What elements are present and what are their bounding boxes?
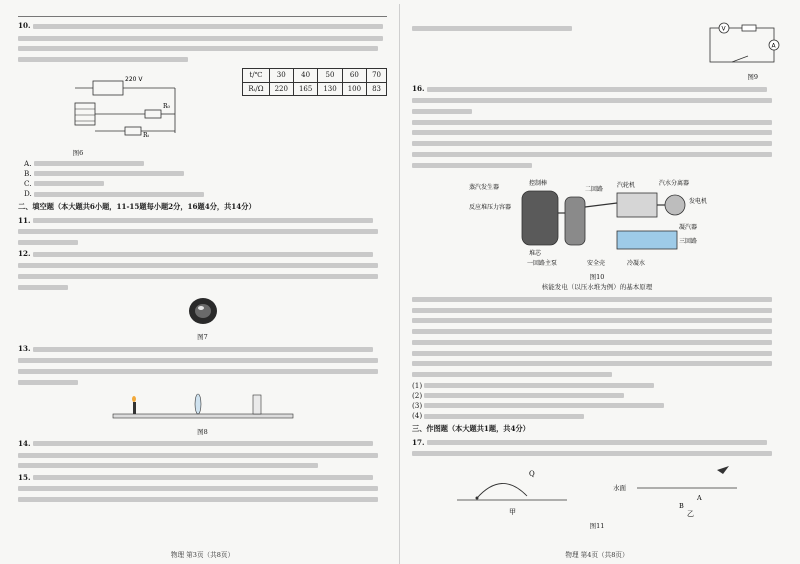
label-yi: 乙 [687,509,694,518]
table-cell: 30 [269,69,293,82]
figure-8-caption: 图8 [197,427,208,436]
figure-9-caption: 图9 [747,73,758,81]
table-cell: 60 [342,69,366,82]
label-water-surface: 水面 [613,483,626,492]
option-b: B. [24,169,387,179]
optical-bench-figure [103,390,303,424]
question-15-continued [412,20,782,70]
table-header-resistance: Rₜ/Ω [243,82,269,95]
question-number: 10. [18,21,31,31]
r0-label: R₀ [163,103,171,111]
label-b: B [679,501,684,510]
voltage-label: 220 V [125,76,143,84]
label-control-rod: 控制棒 [529,179,548,187]
figure-6-caption: 图6 [72,149,84,158]
option-c: C. [24,179,387,189]
label-secondary-loop: 二回路 [585,185,604,193]
label-turbine: 汽轮机 [617,181,636,189]
question-10 [18,20,387,64]
sub-question-1: (1) [412,381,782,391]
label-a: A [697,493,702,502]
question-11 [18,216,387,248]
figure-11 [447,462,747,518]
question-number: 14. [18,438,31,448]
label-reactor-vessel: 反应堆压力容器 [469,203,512,211]
svg-text:A: A [771,42,776,50]
right-page [400,4,794,564]
table-cell: 50 [318,69,342,82]
option-d: D. [24,189,387,199]
question-number: 13. [18,344,31,354]
table-header-temp: t/℃ [243,69,269,82]
circuit-figure-9 [702,20,782,70]
page-header [18,6,387,17]
table-row [243,82,387,95]
table-row [243,69,387,82]
label-steam-separator: 汽水分离器 [659,179,690,187]
table-cell: 40 [293,69,317,82]
label-safety-shell: 安全壳 [587,259,606,267]
sub-question-3: (3) [412,401,782,411]
figure-10-caption: 图10 [589,272,605,281]
label-steam-generator-left: 蒸汽发生器 [469,183,500,191]
figure-6-row [18,68,387,144]
label-generator: 发电机 [689,197,708,205]
svg-text:V: V [721,25,726,33]
sub-question-2: (2) [412,391,782,401]
question-number: 16. [412,84,425,94]
question-16 [412,84,782,170]
label-tertiary-loop: 三回路 [679,237,698,245]
table-cell: 83 [367,82,387,95]
left-page [6,4,400,564]
section-2-title: 二、填空题（本大题共6小题，11-15题每小题2分，16题4分，共14分） [18,202,256,212]
table-cell: 165 [293,82,317,95]
question-number: 12. [18,249,31,259]
magnetic-compass-figure [183,295,223,329]
section-3-title: 三、作图题（本大题共1题，共4分） [412,424,530,434]
question-16-passage [412,294,782,421]
question-12 [18,249,387,292]
label-condenser: 凝汽器 [679,223,698,231]
table-cell: 220 [269,82,293,95]
question-15 [18,473,387,505]
page-footer-right: 物理 第4页（共8页） [565,550,629,559]
label-jia: 甲 [509,507,516,516]
temperature-table-wrap [242,68,387,95]
nuclear-plant-diagram [467,173,727,269]
table-cell: 70 [367,69,387,82]
option-a: A. [24,159,387,169]
figure-11-caption: 图11 [589,521,605,530]
label-q: Q [529,469,535,478]
label-primary-pump: 一回路主泵 [527,259,558,267]
question-14 [18,439,387,471]
figure-7-caption: 图7 [197,332,208,341]
question-number: 17. [412,437,425,447]
label-cooling-water: 冷凝水 [627,259,646,267]
label-reactor-core: 堆芯 [529,249,542,257]
question-13 [18,344,387,387]
table-cell: 100 [342,82,366,95]
sub-question-4: (4) [412,411,782,421]
question-number: 11. [18,215,31,225]
rt-label: Rₜ [143,132,150,140]
circuit-diagram [65,71,185,141]
question-17 [412,438,782,459]
temperature-resistance-table [242,68,387,95]
question-number: 15. [18,472,31,482]
figure-10-subcaption: 核能发电（以压水堆为例）的基本原理 [541,283,653,292]
table-cell: 130 [318,82,342,95]
page-footer-left: 物理 第3页（共8页） [170,550,235,559]
